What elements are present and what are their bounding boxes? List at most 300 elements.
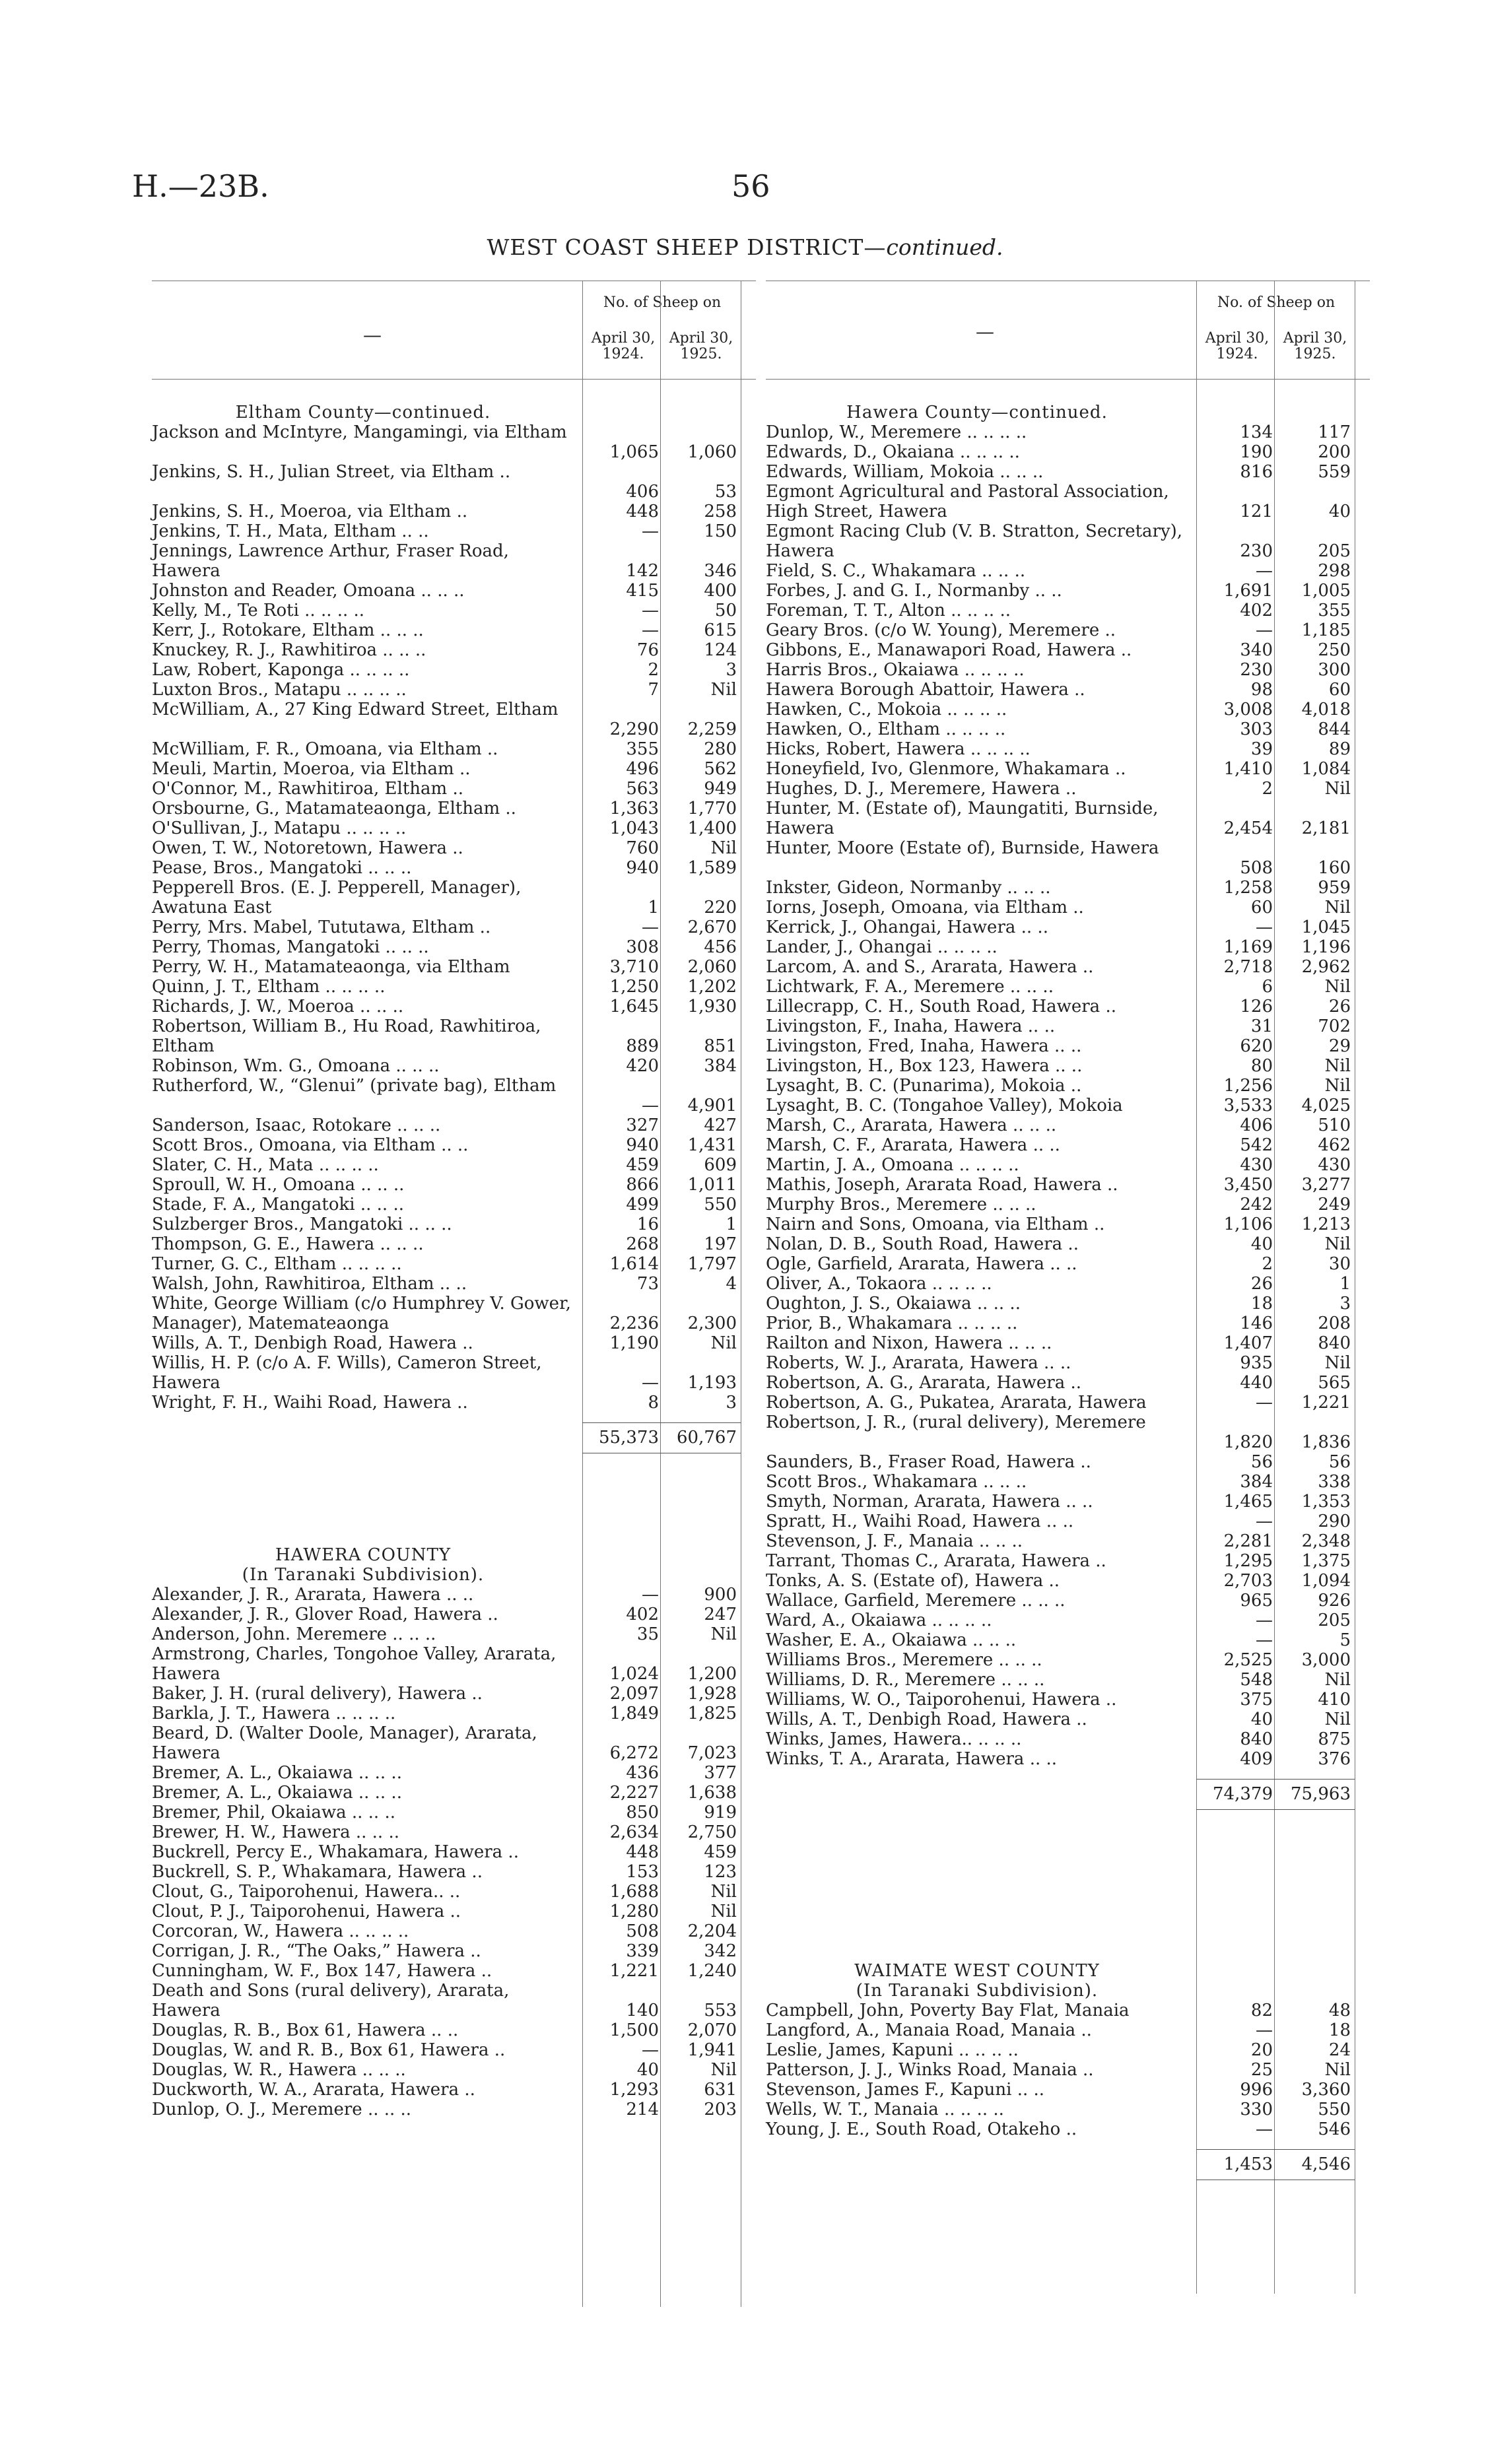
total-rule — [1196, 2149, 1355, 2150]
entry-1924: 1,256 — [1223, 1076, 1273, 1096]
entry-1925: 3 — [1339, 1294, 1351, 1314]
entry-1924: 60 — [1250, 898, 1273, 917]
column-rule — [1196, 281, 1197, 2294]
entry-1925: 2,962 — [1301, 957, 1351, 977]
entry-1925: 2,204 — [687, 1921, 737, 1941]
entry-1924: 76 — [636, 640, 659, 660]
entry-1924: 889 — [626, 1036, 659, 1056]
entry-1925: 553 — [704, 2001, 737, 2020]
entry-name: Sulzberger Bros., Mangatoki .. .. .. — [152, 1215, 452, 1234]
entry-1925: Nil — [1324, 898, 1351, 917]
entry-1924: 40 — [636, 2060, 659, 2080]
entry-1925: 559 — [1318, 462, 1351, 482]
entry-1925: 430 — [1318, 1155, 1351, 1175]
entry-name: Smyth, Norman, Ararata, Hawera .. .. — [766, 1492, 1093, 1512]
entry-1925: 197 — [704, 1234, 737, 1254]
entry-name: Hunter, M. (Estate of), Maungatiti, Burnside, Hawera — [766, 799, 1159, 838]
entry-1925: Nil — [1324, 1353, 1351, 1373]
entry-1925: 459 — [704, 1842, 737, 1862]
entry-name: Edwards, William, Mokoia .. .. .. — [766, 462, 1044, 482]
entry-1924: 26 — [1250, 1274, 1273, 1294]
total-1924: 55,373 — [599, 1428, 659, 1448]
entry-name: Quinn, J. T., Eltham .. .. .. .. — [152, 977, 386, 997]
entry-name: Roberts, W. J., Ararata, Hawera .. .. — [766, 1353, 1071, 1373]
entry-1925: 1,638 — [687, 1783, 737, 1803]
entry-1925: 1,797 — [687, 1254, 737, 1274]
entry-name: Lander, J., Ohangai .. .. .. .. — [766, 937, 998, 957]
entry-1924: 6,272 — [609, 1743, 659, 1763]
entry-1925: 40 — [1328, 502, 1351, 521]
entry-1925: Nil — [1324, 2060, 1351, 2080]
entry-name: Stevenson, J. F., Manaia .. .. .. — [766, 1531, 1023, 1551]
entry-name: Rutherford, W., “Glenui” (private bag), Eltham — [152, 1076, 557, 1096]
entry-name: Hawera Borough Abattoir, Hawera .. — [766, 680, 1085, 700]
entry-1924: 190 — [1240, 442, 1273, 462]
entry-1925: 456 — [704, 937, 737, 957]
entry-1924: 935 — [1240, 1353, 1273, 1373]
entry-1925: 7,023 — [687, 1743, 737, 1763]
entry-1925: 851 — [704, 1036, 737, 1056]
entry-1925: 926 — [1318, 1591, 1351, 1611]
entry-1925: Nil — [710, 2060, 737, 2080]
entry-1925: 1,196 — [1301, 937, 1351, 957]
entry-1924: 2,281 — [1223, 1531, 1273, 1551]
entry-1925: 1,928 — [687, 1684, 737, 1704]
entry-1925: 89 — [1328, 739, 1351, 759]
title-main: WEST COAST SHEEP DISTRICT— — [487, 234, 887, 260]
entry-1925: 959 — [1318, 878, 1351, 898]
entry-1925: 298 — [1318, 561, 1351, 581]
total-rule — [582, 1422, 741, 1423]
entry-1924: 303 — [1240, 719, 1273, 739]
total-rule-bottom — [1196, 1809, 1355, 1810]
entry-1925: 117 — [1318, 422, 1351, 442]
entry-name: Jennings, Lawrence Arthur, Fraser Road, Hawera — [152, 541, 509, 581]
entry-1924: — — [642, 2040, 659, 2060]
entry-1924: 242 — [1240, 1195, 1273, 1215]
entry-name: Marsh, C. F., Ararata, Hawera .. .. — [766, 1135, 1060, 1155]
entry-1925: 1,185 — [1301, 620, 1351, 640]
entry-name: Williams, W. O., Taiporohenui, Hawera .. — [766, 1690, 1117, 1710]
entry-1924: 1,820 — [1223, 1432, 1273, 1452]
entry-name: Douglas, R. B., Box 61, Hawera .. .. — [152, 2020, 459, 2040]
entry-1924: 1,295 — [1223, 1551, 1273, 1571]
entry-1924: 7 — [648, 680, 659, 700]
entry-1924: 39 — [1250, 739, 1273, 759]
total-1925: 75,963 — [1291, 1784, 1351, 1804]
entry-1924: 965 — [1240, 1591, 1273, 1611]
entry-name: Robertson, A. G., Ararata, Hawera .. — [766, 1373, 1082, 1393]
entry-name: Buckrell, S. P., Whakamara, Hawera .. — [152, 1862, 483, 1882]
entry-1924: — — [1256, 1611, 1273, 1630]
entry-1924: 153 — [626, 1862, 659, 1882]
entry-1924: 508 — [626, 1921, 659, 1941]
entry-name: Cunningham, W. F., Box 147, Hawera .. — [152, 1961, 492, 1981]
entry-1924: 1,614 — [609, 1254, 659, 1274]
entry-1925: Nil — [710, 1902, 737, 1921]
entry-name: Dunlop, W., Meremere .. .. .. .. — [766, 422, 1027, 442]
entry-name: Hughes, D. J., Meremere, Hawera .. — [766, 779, 1077, 799]
entry-1925: 609 — [704, 1155, 737, 1175]
entry-1925: 400 — [704, 581, 737, 601]
entry-1925: 18 — [1328, 2020, 1351, 2040]
entry-1924: 2 — [648, 660, 659, 680]
section-heading: Eltham County—continued. — [235, 403, 491, 422]
entry-1925: 53 — [714, 482, 737, 502]
entry-name: Richards, J. W., Moeroa .. .. .. — [152, 997, 404, 1016]
entry-1924: 31 — [1250, 1016, 1273, 1036]
entry-1924: 2 — [1262, 779, 1273, 799]
entry-name: McWilliam, F. R., Omoana, via Eltham .. — [152, 739, 498, 759]
entry-name: Sproull, W. H., Omoana .. .. .. — [152, 1175, 405, 1195]
entry-1925: 949 — [704, 779, 737, 799]
entry-1924: 121 — [1240, 502, 1273, 521]
entry-name: Law, Robert, Kaponga .. .. .. .. — [152, 660, 410, 680]
entry-name: Orsbourne, G., Matamateaonga, Eltham .. — [152, 799, 516, 818]
entry-name: Lysaght, B. C. (Punarima), Mokoia .. — [766, 1076, 1082, 1096]
total-1924: 74,379 — [1213, 1784, 1273, 1804]
entry-1924: 620 — [1240, 1036, 1273, 1056]
entry-name: Bremer, Phil, Okaiawa .. .. .. — [152, 1803, 395, 1822]
entry-1925: 203 — [704, 2100, 737, 2119]
header-dash: — — [363, 324, 382, 346]
entry-name: Railton and Nixon, Hawera .. .. .. — [766, 1333, 1052, 1353]
entry-1924: — — [1256, 1630, 1273, 1650]
entry-1925: 1,213 — [1301, 1215, 1351, 1234]
entry-1925: 1 — [1339, 1274, 1351, 1294]
entry-1924: 940 — [626, 858, 659, 878]
section-heading: HAWERA COUNTY — [275, 1545, 452, 1565]
entry-1925: 4,901 — [687, 1096, 737, 1115]
entry-1924: 1,645 — [609, 997, 659, 1016]
entry-1924: 3,450 — [1223, 1175, 1273, 1195]
entry-1924: 230 — [1240, 660, 1273, 680]
entry-1925: 48 — [1328, 2001, 1351, 2020]
entry-name: Corrigan, J. R., “The Oaks,” Hawera .. — [152, 1941, 481, 1961]
entry-name: Scott Bros., Whakamara .. .. .. — [766, 1472, 1027, 1492]
entry-1924: 56 — [1250, 1452, 1273, 1472]
entry-1924: 1,024 — [609, 1664, 659, 1684]
entry-1924: — — [1256, 620, 1273, 640]
entry-name: Inkster, Gideon, Normanby .. .. .. — [766, 878, 1051, 898]
entry-1925: 2,181 — [1301, 818, 1351, 838]
entry-name: Jackson and McIntyre, Mangamingi, via Eltham — [152, 422, 567, 442]
entry-1924: 542 — [1240, 1135, 1273, 1155]
total-1925: 4,546 — [1301, 2154, 1351, 2174]
entry-1924: — — [642, 620, 659, 640]
entry-name: Perry, Mrs. Mabel, Tututawa, Eltham .. — [152, 917, 491, 937]
entry-1925: 840 — [1318, 1333, 1351, 1353]
entry-1925: 1,930 — [687, 997, 737, 1016]
entry-1925: 384 — [704, 1056, 737, 1076]
entry-1924: — — [1256, 2119, 1273, 2139]
entry-1924: 2,097 — [609, 1684, 659, 1704]
entry-1924: 1,221 — [609, 1961, 659, 1981]
entry-1925: 1,005 — [1301, 581, 1351, 601]
entry-1925: Nil — [710, 680, 737, 700]
entry-1924: 134 — [1240, 422, 1273, 442]
entry-1924: 1,688 — [609, 1882, 659, 1902]
entry-name: Winks, T. A., Ararata, Hawera .. .. — [766, 1749, 1058, 1769]
entry-1925: Nil — [1324, 1076, 1351, 1096]
entry-name: Egmont Racing Club (V. B. Stratton, Secretary), Hawera — [766, 521, 1183, 561]
entry-1925: 550 — [704, 1195, 737, 1215]
entry-name: Saunders, B., Fraser Road, Hawera .. — [766, 1452, 1091, 1472]
entry-name: Iorns, Joseph, Omoana, via Eltham .. — [766, 898, 1084, 917]
entry-1924: 548 — [1240, 1670, 1273, 1690]
entry-1924: 850 — [626, 1803, 659, 1822]
entry-1924: 355 — [626, 739, 659, 759]
entry-name: Anderson, John. Meremere .. .. .. — [152, 1624, 436, 1644]
entry-name: Wright, F. H., Waihi Road, Hawera .. — [152, 1393, 468, 1413]
entry-name: Hawken, C., Mokoia .. .. .. .. — [766, 700, 1007, 719]
entry-name: Perry, Thomas, Mangatoki .. .. .. — [152, 937, 429, 957]
entry-1924: 98 — [1250, 680, 1273, 700]
entry-1925: 1,941 — [687, 2040, 737, 2060]
entry-1925: 1,060 — [687, 442, 737, 462]
entry-name: Hawken, O., Eltham .. .. .. .. — [766, 719, 1006, 739]
entry-1925: 1,045 — [1301, 917, 1351, 937]
entry-1924: 415 — [626, 581, 659, 601]
entry-1924: 3,008 — [1223, 700, 1273, 719]
entry-1924: 214 — [626, 2100, 659, 2119]
entry-name: Robertson, J. R., (rural delivery), Meremere — [766, 1413, 1146, 1432]
column-rule — [660, 281, 661, 2307]
entry-1925: 410 — [1318, 1690, 1351, 1710]
entry-1925: 2,259 — [687, 719, 737, 739]
entry-name: Brewer, H. W., Hawera .. .. .. — [152, 1822, 399, 1842]
entry-name: Dunlop, O. J., Meremere .. .. .. — [152, 2100, 412, 2119]
entry-1924: 40 — [1250, 1710, 1273, 1729]
entry-name: Tarrant, Thomas C., Ararata, Hawera .. — [766, 1551, 1106, 1571]
entry-1925: 1,400 — [687, 818, 737, 838]
entry-1925: 3,360 — [1301, 2080, 1351, 2100]
entry-1925: 546 — [1318, 2119, 1351, 2139]
entry-name: O'Sullivan, J., Matapu .. .. .. .. — [152, 818, 407, 838]
entry-name: Barkla, J. T., Hawera .. .. .. .. — [152, 1704, 396, 1723]
entry-name: Walsh, John, Rawhitiroa, Eltham .. .. — [152, 1274, 467, 1294]
entry-1924: 2 — [1262, 1254, 1273, 1274]
entry-1925: 4,025 — [1301, 1096, 1351, 1115]
entry-1925: 30 — [1328, 1254, 1351, 1274]
entry-1924: 508 — [1240, 858, 1273, 878]
entry-1925: 562 — [704, 759, 737, 779]
entry-name: Geary Bros. (c/o W. Young), Meremere .. — [766, 620, 1116, 640]
entry-1924: 73 — [636, 1274, 659, 1294]
entry-name: Thompson, G. E., Hawera .. .. .. — [152, 1234, 424, 1254]
entry-1924: — — [1256, 1512, 1273, 1531]
entry-1925: Nil — [710, 1624, 737, 1644]
entry-1924: 327 — [626, 1115, 659, 1135]
entry-1925: 300 — [1318, 660, 1351, 680]
entry-1925: 4,018 — [1301, 700, 1351, 719]
entry-1924: 1,293 — [609, 2080, 659, 2100]
entry-1924: 126 — [1240, 997, 1273, 1016]
section-heading: Hawera County—continued. — [846, 403, 1108, 422]
entry-1924: 816 — [1240, 462, 1273, 482]
entry-1924: 268 — [626, 1234, 659, 1254]
entry-1925: 900 — [704, 1585, 737, 1605]
entry-1924: 448 — [626, 1842, 659, 1862]
entry-1924: 940 — [626, 1135, 659, 1155]
left-column — [152, 281, 756, 2119]
entry-name: Stevenson, James F., Kapuni .. .. — [766, 2080, 1045, 2100]
entry-1924: 330 — [1240, 2100, 1273, 2119]
entry-name: Spratt, H., Waihi Road, Hawera .. .. — [766, 1512, 1074, 1531]
entry-1925: 1,353 — [1301, 1492, 1351, 1512]
entry-name: Lichtwark, F. A., Meremere .. .. .. — [766, 977, 1054, 997]
entry-1925: 1,011 — [687, 1175, 737, 1195]
entry-name: Armstrong, Charles, Tongohoe Valley, Ararata, Hawera — [152, 1644, 557, 1684]
page-number: 56 — [731, 168, 770, 204]
entry-1924: 142 — [626, 561, 659, 581]
entry-1924: 866 — [626, 1175, 659, 1195]
entry-1924: — — [642, 1373, 659, 1393]
entry-1924: 1,258 — [1223, 878, 1273, 898]
entry-name: Hunter, Moore (Estate of), Burnside, Hawera — [766, 838, 1159, 858]
entry-name: Nolan, D. B., South Road, Hawera .. — [766, 1234, 1079, 1254]
entry-name: Buckrell, Percy E., Whakamara, Hawera .. — [152, 1842, 519, 1862]
entry-name: Washer, E. A., Okaiawa .. .. .. — [766, 1630, 1017, 1650]
entry-1924: 440 — [1240, 1373, 1273, 1393]
entry-1925: 1 — [726, 1215, 737, 1234]
entry-name: Wells, W. T., Manaia .. .. .. .. — [766, 2100, 1004, 2119]
column-rule — [1274, 281, 1275, 2294]
entry-name: Young, J. E., South Road, Otakeho .. — [766, 2119, 1077, 2139]
entry-1925: 123 — [704, 1862, 737, 1882]
entry-1925: 60 — [1328, 680, 1351, 700]
entry-1924: — — [642, 917, 659, 937]
entry-1925: 280 — [704, 739, 737, 759]
header-no-of-sheep: No. of Sheep on — [1217, 294, 1336, 311]
entry-name: Tonks, A. S. (Estate of), Hawera .. — [766, 1571, 1060, 1591]
entry-1925: 550 — [1318, 2100, 1351, 2119]
entry-name: Kerrick, J., Ohangai, Hawera .. .. — [766, 917, 1048, 937]
entry-1924: 840 — [1240, 1729, 1273, 1749]
entry-1925: Nil — [710, 1882, 737, 1902]
entry-1924: 1,106 — [1223, 1215, 1273, 1234]
section-subheading: (In Taranaki Subdivision). — [242, 1565, 485, 1585]
entry-1925: 124 — [704, 640, 737, 660]
entry-name: Livingston, F., Inaha, Hawera .. .. — [766, 1016, 1056, 1036]
entry-1925: Nil — [1324, 977, 1351, 997]
entry-1925: 844 — [1318, 719, 1351, 739]
entry-name: Murphy Bros., Meremere .. .. .. — [766, 1195, 1036, 1215]
entry-1924: — — [642, 1585, 659, 1605]
entry-name: Honeyfield, Ivo, Glenmore, Whakamara .. — [766, 759, 1126, 779]
entry-1924: 563 — [626, 779, 659, 799]
entry-1925: 220 — [704, 898, 737, 917]
entry-name: Turner, G. C., Eltham .. .. .. .. — [152, 1254, 402, 1274]
entry-1925: 2,750 — [687, 1822, 737, 1842]
entry-1924: 2,227 — [609, 1783, 659, 1803]
entry-1925: Nil — [1324, 779, 1351, 799]
entry-1925: 1,836 — [1301, 1432, 1351, 1452]
entry-1924: 2,634 — [609, 1822, 659, 1842]
entry-name: Wills, A. T., Denbigh Road, Hawera .. — [766, 1710, 1087, 1729]
header-april-1924: April 30, 1924. — [1205, 330, 1270, 362]
entry-name: Campbell, John, Poverty Bay Flat, Manaia — [766, 2001, 1130, 2020]
entry-1924: 18 — [1250, 1294, 1273, 1314]
entry-name: Alexander, J. R., Glover Road, Hawera .. — [152, 1605, 498, 1624]
entry-1925: 1,084 — [1301, 759, 1351, 779]
header-april-1924: April 30, 1924. — [591, 330, 656, 362]
entry-name: Knuckey, R. J., Rawhitiroa .. .. .. — [152, 640, 426, 660]
entry-1924: 1,280 — [609, 1902, 659, 1921]
entry-1924: 230 — [1240, 541, 1273, 561]
entry-name: Egmont Agricultural and Pastoral Association, High Street, Hawera — [766, 482, 1169, 521]
entry-name: Stade, F. A., Mangatoki .. .. .. — [152, 1195, 404, 1215]
entry-1925: Nil — [710, 838, 737, 858]
entry-1924: — — [642, 601, 659, 620]
entry-1925: 1,589 — [687, 858, 737, 878]
entry-name: Wallace, Garfield, Meremere .. .. .. — [766, 1591, 1066, 1611]
header-dash: — — [976, 321, 994, 343]
entry-1924: 1,043 — [609, 818, 659, 838]
entry-name: Death and Sons (rural delivery), Ararata, Hawera — [152, 1981, 510, 2020]
entry-1925: 376 — [1318, 1749, 1351, 1769]
entry-1924: 146 — [1240, 1314, 1273, 1333]
entry-1924: 2,236 — [609, 1314, 659, 1333]
entry-1925: 2,670 — [687, 917, 737, 937]
entry-name: Ogle, Garfield, Ararata, Hawera .. .. — [766, 1254, 1077, 1274]
entry-name: Slater, C. H., Mata .. .. .. .. — [152, 1155, 379, 1175]
entry-1925: 615 — [704, 620, 737, 640]
entry-1924: 25 — [1250, 2060, 1273, 2080]
entry-1924: 340 — [1240, 640, 1273, 660]
entry-1925: 205 — [1318, 1611, 1351, 1630]
entry-1925: 3,277 — [1301, 1175, 1351, 1195]
entry-1924: 1,407 — [1223, 1333, 1273, 1353]
entry-1924: 16 — [636, 1215, 659, 1234]
entry-name: Foreman, T. T., Alton .. .. .. .. — [766, 601, 1011, 620]
section-heading: WAIMATE WEST COUNTY — [854, 1961, 1100, 1981]
entry-1925: 565 — [1318, 1373, 1351, 1393]
entry-1925: 2,060 — [687, 957, 737, 977]
entry-1924: 35 — [636, 1624, 659, 1644]
entry-name: Sanderson, Isaac, Rotokare .. .. .. — [152, 1115, 441, 1135]
entry-1925: 1,202 — [687, 977, 737, 997]
entry-1925: 1,094 — [1301, 1571, 1351, 1591]
entry-name: Winks, James, Hawera.. .. .. .. — [766, 1729, 1022, 1749]
entry-name: Martin, J. A., Omoana .. .. .. .. — [766, 1155, 1019, 1175]
entry-1925: 26 — [1328, 997, 1351, 1016]
entry-name: Bremer, A. L., Okaiawa .. .. .. — [152, 1783, 402, 1803]
entry-1924: 1,465 — [1223, 1492, 1273, 1512]
entry-1924: 6 — [1262, 977, 1273, 997]
entry-1925: Nil — [710, 1333, 737, 1353]
entry-1925: 200 — [1318, 442, 1351, 462]
entry-name: Williams, D. R., Meremere .. .. .. — [766, 1670, 1045, 1690]
entry-1924: 409 — [1240, 1749, 1273, 1769]
entry-name: Field, S. C., Whakamara .. .. .. — [766, 561, 1026, 581]
entry-name: Scott Bros., Omoana, via Eltham .. .. — [152, 1135, 469, 1155]
entry-1925: 56 — [1328, 1452, 1351, 1472]
header-april-1925: April 30, 1925. — [669, 330, 733, 362]
entry-1925: 427 — [704, 1115, 737, 1135]
entry-1924: 402 — [1240, 601, 1273, 620]
entry-1924: — — [642, 1096, 659, 1115]
entry-name: Robinson, Wm. G., Omoana .. .. .. — [152, 1056, 440, 1076]
entry-1925: Nil — [1324, 1670, 1351, 1690]
entry-1924: 2,525 — [1223, 1650, 1273, 1670]
entry-1924: — — [642, 521, 659, 541]
entry-name: Douglas, W. R., Hawera .. .. .. — [152, 2060, 406, 2080]
entry-1925: 3,000 — [1301, 1650, 1351, 1670]
total-rule — [1196, 1779, 1355, 1780]
entry-1925: 1,200 — [687, 1664, 737, 1684]
page-title — [0, 234, 1490, 260]
